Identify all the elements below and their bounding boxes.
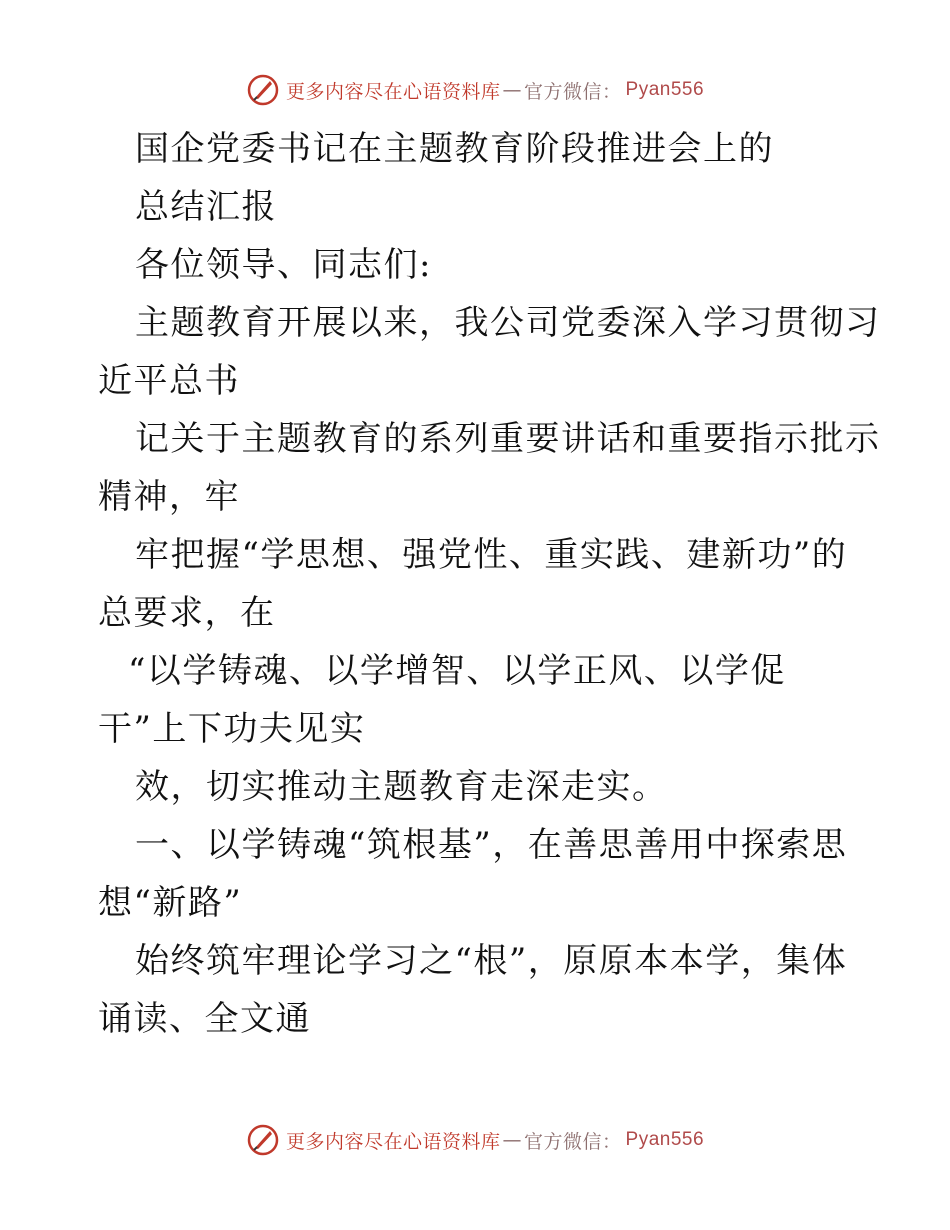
paragraph-line: 精神，牢: [98, 477, 240, 517]
watermark-header: [0, 70, 950, 110]
quill-pen-circle-icon: [246, 1123, 280, 1157]
watermark-main-text: 更多内容尽在心语资料库: [285, 1130, 501, 1153]
document-body: [98, 120, 881, 1048]
watermark-footer: [0, 1120, 950, 1160]
quill-pen-circle-icon: [246, 73, 280, 107]
section-heading: 一、以学铸魂“筑根基”，在善思善用中探索思: [135, 825, 848, 865]
paragraph-line: 记关于主题教育的系列重要讲话和重要指示批示: [135, 419, 881, 459]
watermark-dash: —: [502, 1129, 522, 1151]
title-line-2: 总结汇报: [135, 187, 277, 227]
salutation: 各位领导、同志们:: [135, 245, 432, 285]
paragraph-line: 近平总书: [98, 361, 240, 401]
watermark-separator: ：: [602, 1130, 622, 1153]
watermark-wechat-id: Pyan556: [625, 1129, 705, 1150]
paragraph-line: 牢把握“学思想、强党性、重实践、建新功”的: [135, 535, 848, 575]
watermark-main-text: 更多内容尽在心语资料库: [285, 80, 501, 103]
paragraph-line: 总要求，在: [98, 593, 276, 633]
watermark-separator: ：: [602, 80, 622, 103]
paragraph-line: 效，切实推动主题教育走深走实。: [135, 767, 668, 807]
paragraph-line: “以学铸魂、以学增智、以学正风、以学促: [128, 651, 786, 691]
watermark-secondary-text: 官方微信: [523, 80, 602, 103]
section-heading-continued: 想“新路”: [98, 883, 243, 923]
paragraph-line: 始终筑牢理论学习之“根”，原原本本学，集体: [135, 941, 848, 981]
paragraph-line: 主题教育开展以来，我公司党委深入学习贯彻习: [135, 303, 881, 343]
watermark-dash: —: [502, 79, 522, 101]
watermark-wechat-id: Pyan556: [625, 79, 705, 100]
paragraph-line: 干”上下功夫见实: [98, 709, 366, 749]
title-line-1: 国企党委书记在主题教育阶段推进会上的: [135, 129, 774, 169]
watermark-secondary-text: 官方微信: [523, 1130, 602, 1153]
paragraph-line: 诵读、全文通: [98, 999, 311, 1039]
